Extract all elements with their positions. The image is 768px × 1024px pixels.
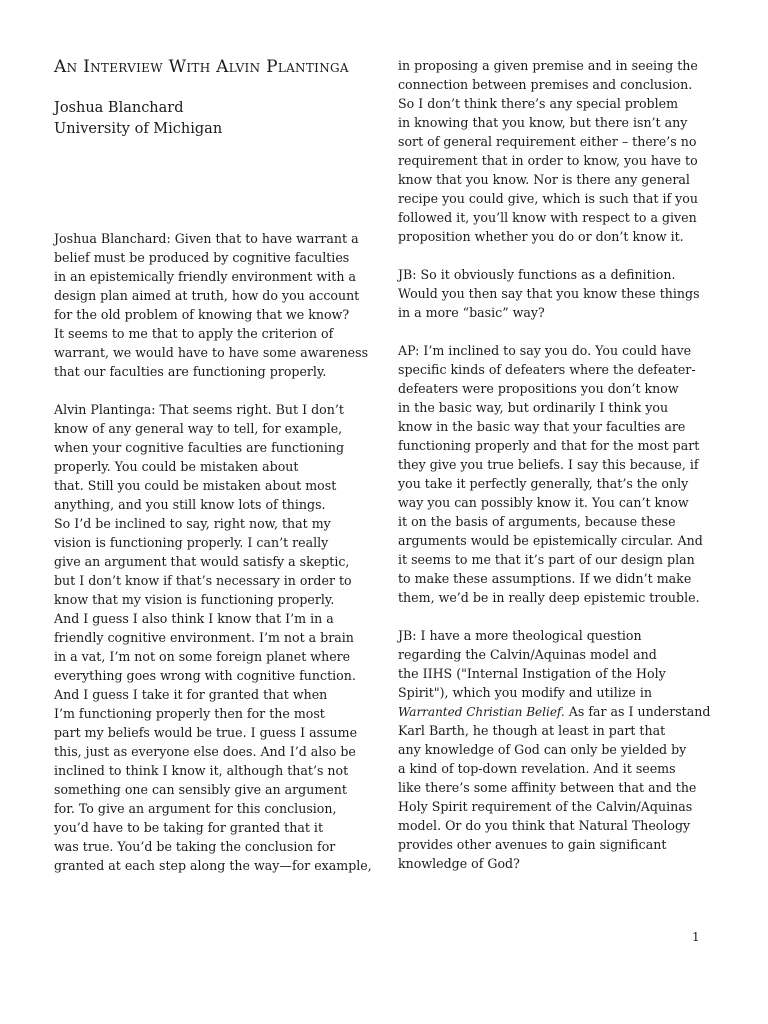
- paragraph-question-2: [398, 265, 716, 322]
- text-line: you take it perfectly generally, that’s the only: [398, 476, 689, 491]
- text-line: everything goes wrong with cognitive function.: [54, 668, 356, 683]
- text-line: regarding the Calvin/Aquinas model and: [398, 647, 657, 662]
- text-line: way you can possibly know it. You can’t know: [398, 495, 689, 510]
- text-line: you’d have to be taking for granted that it: [54, 820, 324, 835]
- text-line: inclined to think I know it, although that’s not: [54, 763, 349, 778]
- text-line: in a more “basic” way?: [398, 305, 545, 320]
- paragraph-answer-2: [398, 341, 716, 607]
- text-line: warrant, we would have to have some awareness: [54, 345, 369, 360]
- text-line: model. Or do you think that Natural Theology: [398, 818, 691, 833]
- paragraph-gap: [398, 246, 716, 265]
- author-affiliation: University of Michigan: [54, 121, 223, 137]
- text-line: And I guess I also think I know that I’m in a: [54, 611, 334, 626]
- author-name: Joshua Blanchard: [54, 100, 184, 116]
- text-line: functioning properly and that for the most part: [398, 438, 700, 453]
- text-line: arguments would be epistemically circular. And: [398, 533, 703, 548]
- article-title: An Interview With Alvin Plantinga: [54, 57, 349, 77]
- book-title: Warranted Christian Belief.: [398, 705, 565, 719]
- text-line: Alvin Plantinga: That seems right. But I don’t: [54, 402, 344, 417]
- text-line: for. To give an argument for this conclusion,: [54, 801, 337, 816]
- text-line: knowledge of God?: [398, 856, 520, 871]
- text-line: in a vat, I’m not on some foreign planet where: [54, 649, 351, 664]
- text-line: Joshua Blanchard: Given that to have warrant a: [54, 231, 359, 246]
- text-line: this, just as everyone else does. And I’d also be: [54, 744, 356, 759]
- text-line: for the old problem of knowing that we know?: [54, 307, 350, 322]
- left-column: [54, 229, 374, 875]
- text-line: requirement that in order to know, you have to: [398, 153, 698, 168]
- text-line: in the basic way, but ordinarily I think you: [398, 400, 669, 415]
- text-line: something one can sensibly give an argument: [54, 782, 347, 797]
- text-line: So I don’t think there’s any special problem: [398, 96, 679, 111]
- text-line: followed it, you’ll know with respect to a given: [398, 210, 697, 225]
- right-column: [398, 56, 716, 873]
- text-line: any knowledge of God can only be yielded by: [398, 742, 687, 757]
- text-line: Would you then say that you know these things: [398, 286, 700, 301]
- text-line: when your cognitive faculties are functioning: [54, 440, 345, 455]
- text-line: to make these assumptions. If we didn’t make: [398, 571, 692, 586]
- text-line: design plan aimed at truth, how do you account: [54, 288, 360, 303]
- text-line: granted at each step along the way—for example,: [54, 858, 372, 873]
- text-line: it seems to me that it’s part of our design plan: [398, 552, 695, 567]
- paragraph-gap: [54, 381, 374, 400]
- text-line-with-book-title: [398, 702, 716, 721]
- text-line: connection between premises and conclusion.: [398, 77, 693, 92]
- text-line: in proposing a given premise and in seeing the: [398, 58, 698, 73]
- text-line: So I’d be inclined to say, right now, that my: [54, 516, 331, 531]
- text-line: know that you know. Nor is there any general: [398, 172, 690, 187]
- text-line: a kind of top-down revelation. And it seems: [398, 761, 676, 776]
- text-line: Holy Spirit requirement of the Calvin/Aquinas: [398, 799, 693, 814]
- text-line: like there’s some affinity between that and the: [398, 780, 697, 795]
- text-line: Karl Barth, he though at least in part that: [398, 723, 666, 738]
- text-line: they give you true beliefs. I say this because, if: [398, 457, 699, 472]
- text-line: anything, and you still know lots of things.: [54, 497, 326, 512]
- paragraph-question-1: [54, 229, 374, 381]
- text-line: properly. You could be mistaken about: [54, 459, 299, 474]
- text-line: that. Still you could be mistaken about most: [54, 478, 337, 493]
- paragraph-answer-1-continued: [398, 56, 716, 246]
- author-block: [54, 98, 222, 140]
- text-line: I’m functioning properly then for the most: [54, 706, 325, 721]
- paragraph-gap: [398, 607, 716, 626]
- paragraph-question-3: [398, 626, 716, 873]
- text-line: give an argument that would satisfy a skeptic,: [54, 554, 350, 569]
- text-line: in knowing that you know, but there isn’t any: [398, 115, 688, 130]
- text-line: defeaters were propositions you don’t know: [398, 381, 679, 396]
- text-line: sort of general requirement either – there’s no: [398, 134, 697, 149]
- page-number: 1: [692, 930, 700, 944]
- text-line: JB: So it obviously functions as a definition.: [398, 267, 676, 282]
- text-line: specific kinds of defeaters where the defeater-: [398, 362, 696, 377]
- text-line: friendly cognitive environment. I’m not a brain: [54, 630, 354, 645]
- text-line: it on the basis of arguments, because these: [398, 514, 676, 529]
- text-line: proposition whether you do or don’t know it.: [398, 229, 684, 244]
- paragraph-answer-1: [54, 400, 374, 875]
- text-line: know that my vision is functioning properly.: [54, 592, 335, 607]
- text-line: was true. You’d be taking the conclusion for: [54, 839, 336, 854]
- text-line: in an epistemically friendly environment with a: [54, 269, 356, 284]
- text-line: recipe you could give, which is such that if you: [398, 191, 698, 206]
- text-line: belief must be produced by cognitive faculties: [54, 250, 350, 265]
- text-line: Spirit"), which you modify and utilize in: [398, 685, 652, 700]
- text-line: And I guess I take it for granted that when: [54, 687, 328, 702]
- text-line: know in the basic way that your faculties are: [398, 419, 686, 434]
- text-line: provides other avenues to gain significant: [398, 837, 667, 852]
- text-line: JB: I have a more theological question: [398, 628, 642, 643]
- text-line: know of any general way to tell, for example,: [54, 421, 343, 436]
- paragraph-gap: [398, 322, 716, 341]
- text-line: It seems to me that to apply the criterion of: [54, 326, 334, 341]
- text-line: AP: I’m inclined to say you do. You could have: [398, 343, 692, 358]
- text-line: that our faculties are functioning properly.: [54, 364, 327, 379]
- text-line: vision is functioning properly. I can’t really: [54, 535, 329, 550]
- text-fragment: As far as I understand: [564, 704, 711, 719]
- text-line: but I don’t know if that’s necessary in order to: [54, 573, 352, 588]
- text-line: part my beliefs would be true. I guess I assume: [54, 725, 358, 740]
- text-line: them, we’d be in really deep epistemic trouble.: [398, 590, 700, 605]
- text-line: the IIHS ("Internal Instigation of the Holy: [398, 666, 666, 681]
